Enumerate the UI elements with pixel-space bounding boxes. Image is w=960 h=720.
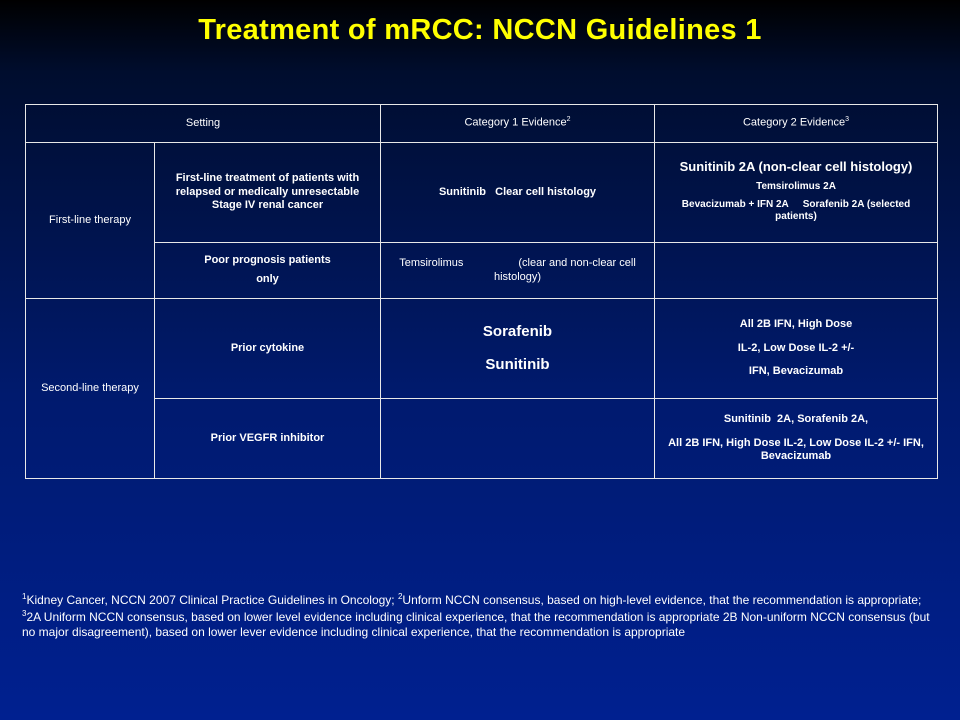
cat2-prior-vegfr-line-1: Sunitinib 2A, Sorafenib 2A,: [723, 412, 869, 425]
cat1-prior-vegfr: [381, 399, 655, 479]
cat2-first-line-treatment-line-1: Temsirolimus 2A: [756, 181, 836, 193]
subsetting-poor-prognosis: [155, 243, 381, 299]
footnote-part-2: Unform NCCN consensus, based on high-level evidence, that the recommendation is appropriate;: [402, 593, 922, 607]
footnote-sup-2: 2: [397, 592, 403, 601]
header-setting: [26, 105, 381, 143]
header-category-1: [381, 105, 655, 143]
header-category-1-superscript: 2: [566, 116, 571, 124]
cat1-prior-cytokine: [381, 299, 655, 399]
cat2-prior-vegfr-line-2: All 2B IFN, High Dose IL-2, Low Dose IL-2 +/- IFN, Bevacizumab: [668, 436, 924, 463]
subsetting-first-line-treatment: [155, 143, 381, 243]
subsetting-prior-cytokine-label: Prior cytokine: [230, 341, 305, 354]
cat2-prior-cytokine-line-3: IFN, Bevacizumab: [748, 365, 844, 378]
cat2-first-line-treatment-line-2b: Sorafenib 2A (selected patients): [775, 198, 911, 223]
header-category-1-label: Category 1 Evidence: [464, 116, 567, 129]
table-row: [26, 243, 938, 299]
setting-second-line-label: Second-line therapy: [41, 381, 139, 394]
setting-first-line: [26, 143, 155, 299]
setting-first-line-label: First-line therapy: [49, 213, 131, 226]
subsetting-prior-vegfr: [155, 399, 381, 479]
footnote: [22, 592, 937, 641]
header-category-2-superscript: 3: [845, 116, 850, 124]
footnote-part-1: Kidney Cancer, NCCN 2007 Clinical Practice Guidelines in Oncology;: [26, 593, 398, 607]
cat2-first-line-treatment-heading: Sunitinib 2A (non-clear cell histology): [679, 159, 913, 175]
cat2-prior-cytokine-line-2: IL-2, Low Dose IL-2 +/-: [737, 341, 855, 354]
setting-second-line: [26, 299, 155, 479]
cat1-first-line-treatment: [381, 143, 655, 243]
cat1-poor-prognosis: [381, 243, 655, 299]
cat2-prior-cytokine-line-1: All 2B IFN, High Dose: [739, 317, 853, 330]
header-setting-label: Setting: [185, 116, 221, 129]
table-row: [26, 143, 938, 243]
cat1-prior-cytokine-line-1: Sorafenib: [482, 322, 553, 340]
cat2-first-line-treatment-line-2: [661, 199, 931, 224]
subsetting-first-line-treatment-label: First-line treatment of patients with relapsed or medically unresectable Stage IV renal cancer: [175, 171, 360, 212]
cat2-poor-prognosis: [655, 243, 938, 299]
subsetting-prior-cytokine: [155, 299, 381, 399]
cat2-first-line-treatment: [655, 143, 938, 243]
guidelines-table: [25, 104, 938, 479]
slide-title: Treatment of mRCC: NCCN Guidelines 1: [198, 14, 762, 46]
header-category-2-label: Category 2 Evidence: [742, 116, 846, 129]
subsetting-poor-prognosis-line-1: Poor prognosis patients: [204, 254, 331, 267]
footnote-part-3: 2A Uniform NCCN consensus, based on lower level evidence including clinical experience, that the recommendation is appropriate 2B Non-uniform NCCN consensus (but no major disagreement), based on lower lever evidence including clinical experience, that the recommendation is appropriate: [22, 609, 930, 640]
header-row: [26, 105, 938, 143]
cat2-prior-vegfr: [655, 399, 938, 479]
cat2-first-line-treatment-line-2a: Bevacizumab + IFN 2A: [681, 198, 789, 210]
table-row: [26, 399, 938, 479]
subsetting-poor-prognosis-line-2: only: [256, 273, 279, 285]
cat1-poor-prognosis-text: Temsirolimus (clear and non-clear cell histology): [399, 256, 639, 283]
table-row: [26, 299, 938, 399]
header-category-2: [655, 105, 938, 143]
footnote-sup-1: 1: [22, 592, 27, 601]
cat2-prior-cytokine: [655, 299, 938, 399]
subsetting-prior-vegfr-label: Prior VEGFR inhibitor: [210, 431, 325, 444]
cat1-first-line-treatment-text: Sunitinib Clear cell histology: [438, 185, 597, 198]
footnote-sup-3: 3: [22, 608, 27, 618]
cat1-prior-cytokine-line-2: Sunitinib: [485, 355, 550, 373]
